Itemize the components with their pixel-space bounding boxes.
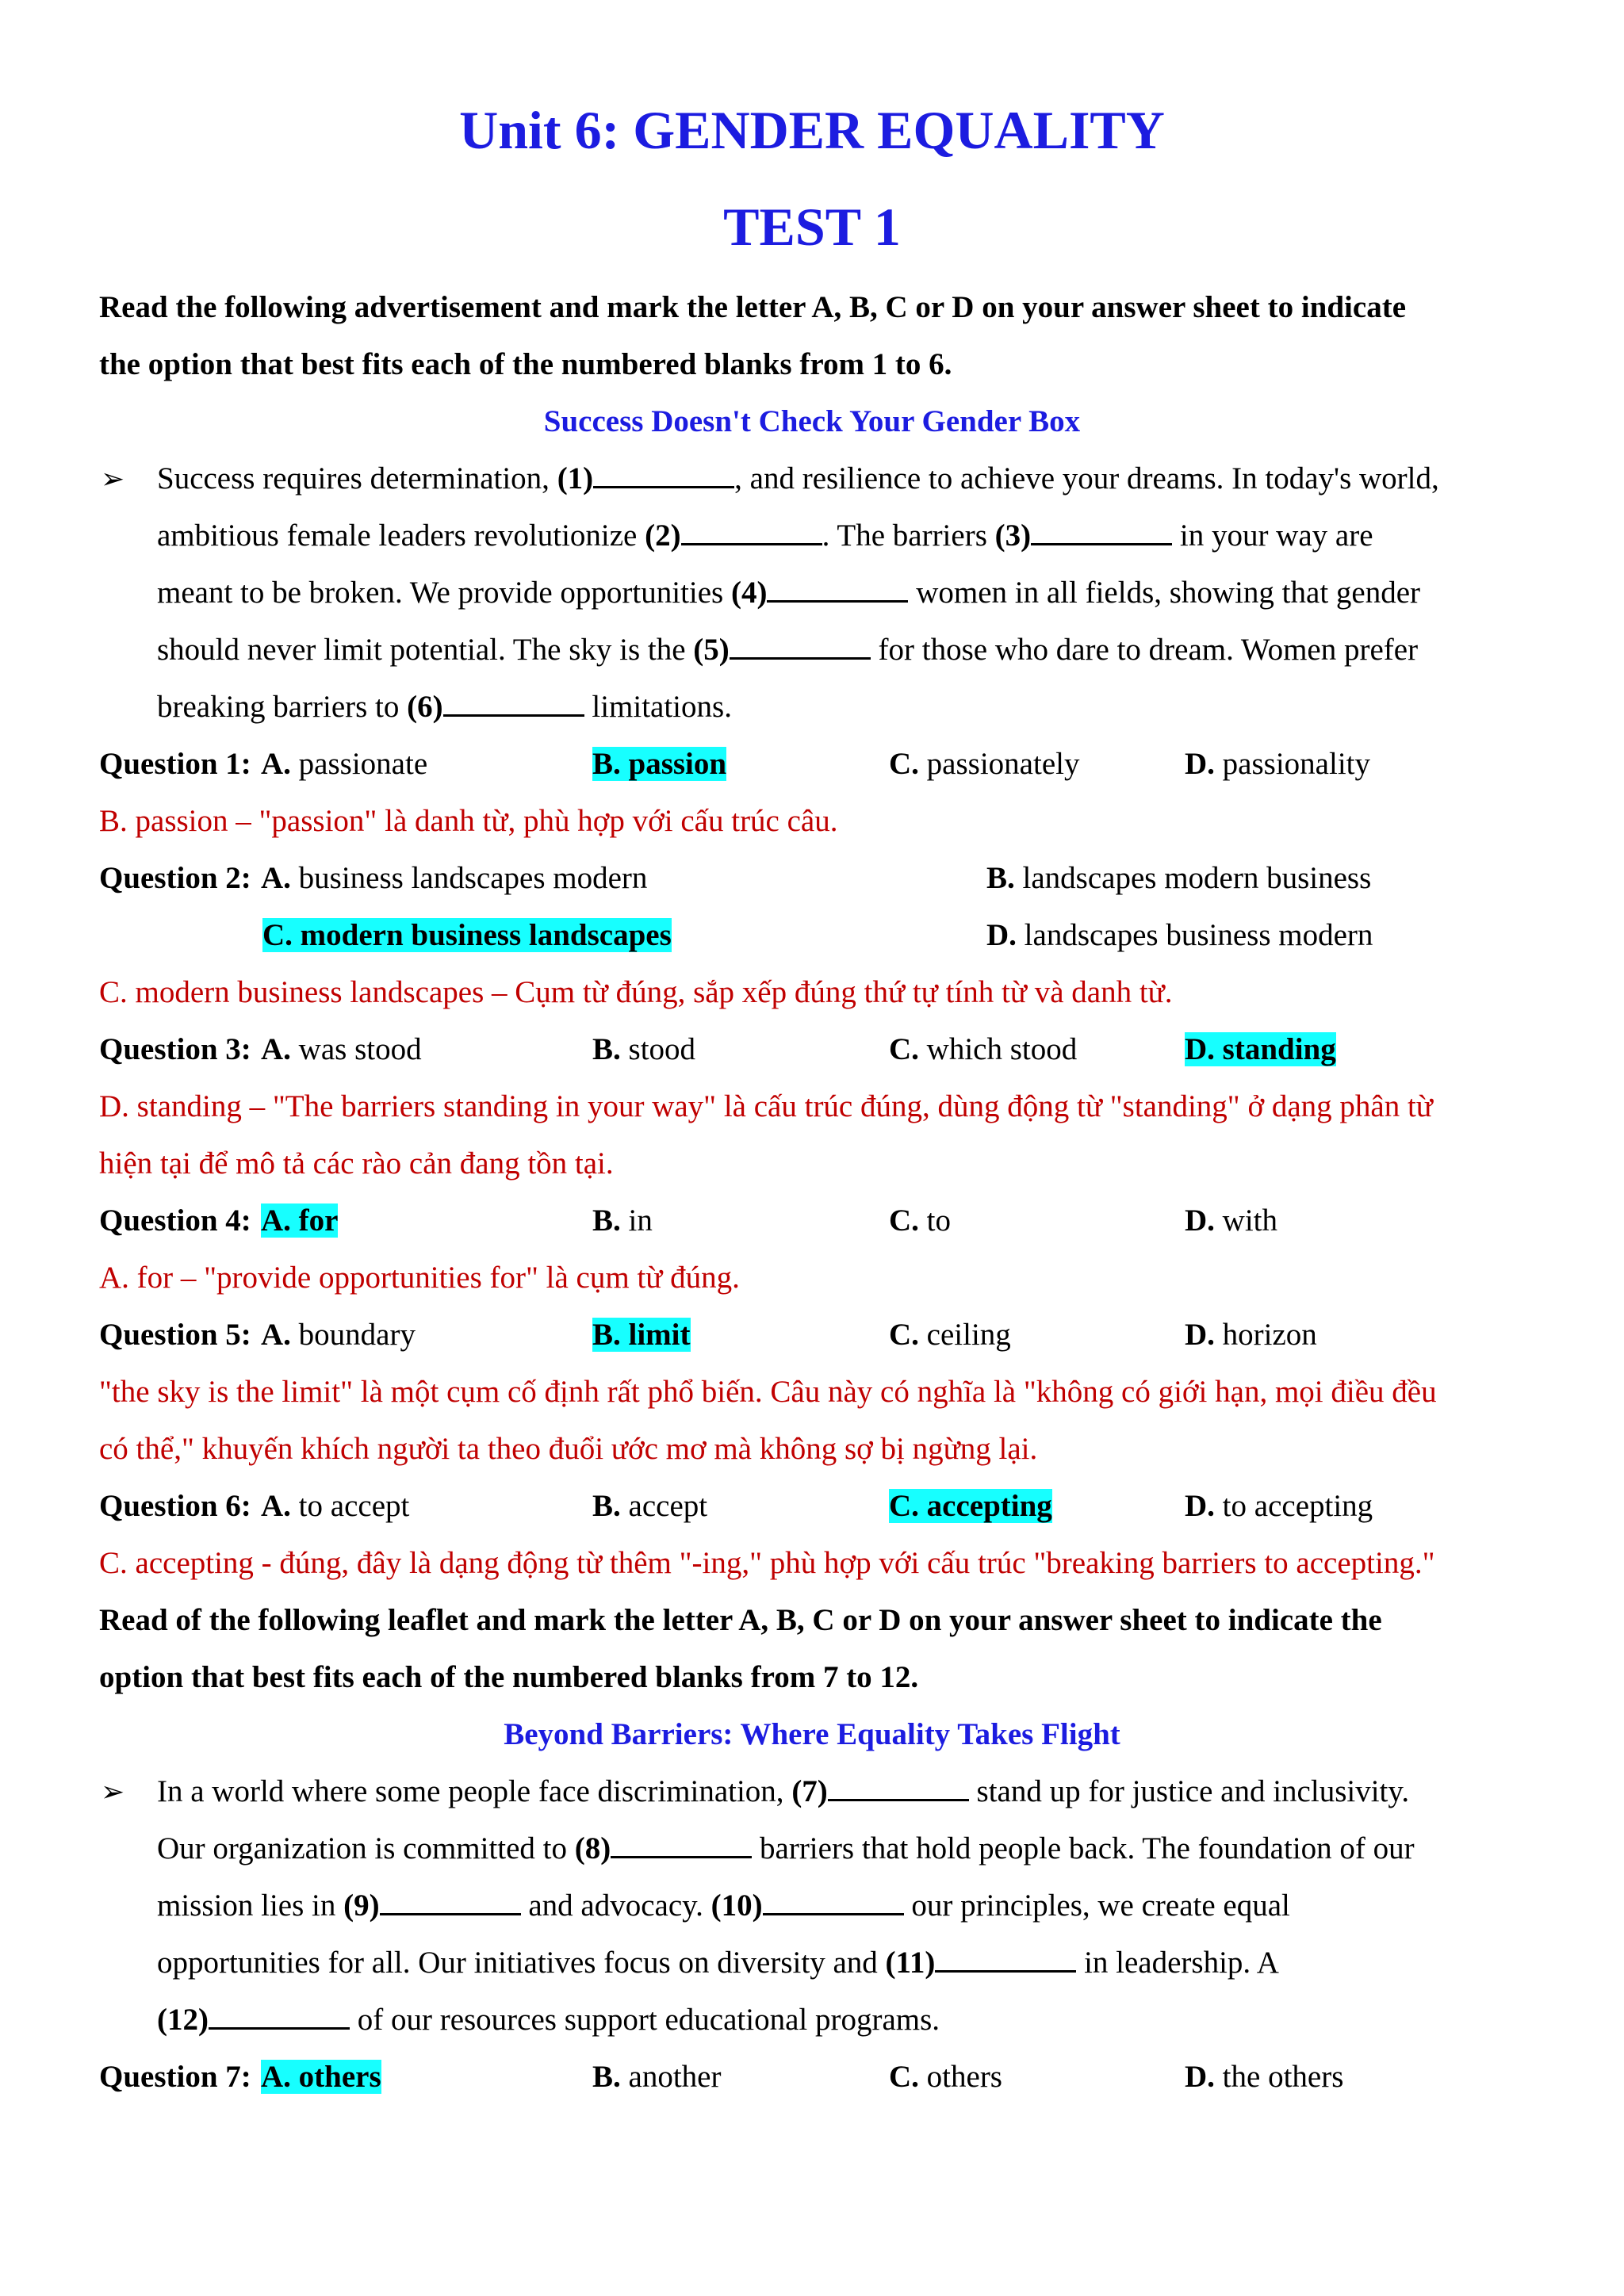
question2-option-d[interactable]: D. landscapes business modern [986, 918, 1373, 952]
question2-option-a[interactable]: A. business landscapes modern [261, 861, 648, 895]
question3-explanation-2: hiện tại để mô tả các rào cản đang tồn tại. [99, 1146, 614, 1181]
question5-explanation-2: có thể," khuyến khích người ta theo đuổi ước mơ mà không sợ bị ngừng lại. [99, 1432, 1038, 1466]
blank-7 [828, 1775, 969, 1801]
question7-option-b[interactable]: B. another [592, 2060, 722, 2094]
question5-label: Question 5: [99, 1318, 251, 1352]
blank-8 [611, 1832, 752, 1858]
blank-1 [593, 462, 734, 488]
question1-option-b[interactable]: B. passion [592, 747, 727, 781]
question4-option-b[interactable]: B. in [592, 1203, 653, 1238]
section2-instruction-1: Read of the following leaflet and mark the letter A, B, C or D on your answer sheet to indicate the [99, 1603, 1382, 1637]
question4-option-c[interactable]: C. to [889, 1203, 952, 1238]
question6-label: Question 6: [99, 1489, 251, 1523]
passage1-line2: ambitious female leaders revolutionize (2) . The barriers (3) in your way are [157, 519, 1373, 553]
section1-heading: Success Doesn't Check Your Gender Box [543, 404, 1081, 438]
question4-label: Question 4: [99, 1203, 251, 1238]
question5-option-b[interactable]: B. limit [592, 1318, 691, 1352]
question2-option-c[interactable]: C. modern business landscapes [262, 918, 672, 952]
passage1-line1: Success requires determination, (1) , and resilience to achieve your dreams. In today's world, [157, 461, 1439, 496]
section1-instruction-1: Read the following advertisement and mark the letter A, B, C or D on your answer sheet to indicate [99, 290, 1406, 324]
passage1-line3: meant to be broken. We provide opportunities (4) women in all fields, showing that gender [157, 576, 1421, 610]
question3-option-c[interactable]: C. which stood [889, 1032, 1078, 1066]
question1-option-a[interactable]: A. passionate [261, 747, 428, 781]
question3-option-b[interactable]: B. stood [592, 1032, 696, 1066]
blank-2 [681, 519, 822, 545]
question2-explanation: C. modern business landscapes – Cụm từ đúng, sắp xếp đúng thứ tự tính từ và danh từ. [99, 975, 1173, 1009]
question7-label: Question 7: [99, 2060, 251, 2094]
passage2-line5: (12) of our resources support educational programs. [157, 2003, 940, 2037]
question5-option-c[interactable]: C. ceiling [889, 1318, 1011, 1352]
question5-explanation-1: "the sky is the limit" là một cụm cố định rất phổ biến. Câu này có nghĩa là "không có giới hạn, mọi điều đều [99, 1375, 1437, 1409]
section2-instruction-2: option that best fits each of the numbered blanks from 7 to 12. [99, 1660, 919, 1694]
question5-option-d[interactable]: D. horizon [1185, 1318, 1317, 1352]
passage1-line5: breaking barriers to (6) limitations. [157, 690, 732, 724]
page-title: Unit 6: GENDER EQUALITY [459, 100, 1165, 160]
question6-option-d[interactable]: D. to accepting [1185, 1489, 1373, 1523]
question7-option-d[interactable]: D. the others [1185, 2060, 1344, 2094]
question7-option-a[interactable]: A. others [261, 2060, 381, 2094]
question4-option-d[interactable]: D. with [1185, 1203, 1278, 1238]
blank-10 [763, 1889, 904, 1915]
bullet-arrow-icon: ➢ [101, 463, 125, 495]
question2-label: Question 2: [99, 861, 251, 895]
question1-option-d[interactable]: D. passionality [1185, 747, 1370, 781]
question3-label: Question 3: [99, 1032, 251, 1066]
blank-4 [767, 576, 908, 603]
question4-option-a[interactable]: A. for [261, 1203, 339, 1238]
question7-option-c[interactable]: C. others [889, 2060, 1002, 2094]
section2-heading: Beyond Barriers: Where Equality Takes Flight [504, 1717, 1120, 1751]
section1-instruction-2: the option that best fits each of the numbered blanks from 1 to 6. [99, 347, 952, 381]
passage2-line1: In a world where some people face discrimination, (7) stand up for justice and inclusivity. [157, 1774, 1410, 1808]
question6-option-c[interactable]: C. accepting [889, 1489, 1052, 1523]
blank-11 [935, 1946, 1076, 1973]
question6-option-a[interactable]: A. to accept [261, 1489, 410, 1523]
bullet-arrow-icon: ➢ [101, 1776, 125, 1808]
passage2-line2: Our organization is committed to (8) barriers that hold people back. The foundation of our [157, 1831, 1415, 1866]
blank-3 [1031, 519, 1172, 545]
question3-explanation-1: D. standing – "The barriers standing in your way" là cấu trúc đúng, dùng động từ "standing" ở dạng phân từ [99, 1089, 1433, 1123]
question6-explanation: C. accepting - đúng, đây là dạng động từ thêm "-ing," phù hợp với cấu trúc "breaking barriers to accepting." [99, 1546, 1435, 1580]
blank-6 [443, 691, 584, 717]
passage1-line4: should never limit potential. The sky is the (5) for those who dare to dream. Women prefer [157, 633, 1419, 667]
question5-option-a[interactable]: A. boundary [261, 1318, 416, 1352]
question3-option-d[interactable]: D. standing [1185, 1032, 1336, 1066]
blank-12 [209, 2003, 350, 2030]
question1-option-c[interactable]: C. passionately [889, 747, 1080, 781]
question1-label: Question 1: [99, 747, 251, 781]
question4-explanation: A. for – "provide opportunities for" là cụm từ đúng. [99, 1261, 740, 1295]
passage2-line3: mission lies in (9) and advocacy. (10) our principles, we create equal [157, 1888, 1290, 1923]
blank-5 [730, 633, 871, 660]
blank-9 [380, 1889, 521, 1915]
question2-option-b[interactable]: B. landscapes modern business [986, 861, 1372, 895]
question6-option-b[interactable]: B. accept [592, 1489, 708, 1523]
passage2-line4: opportunities for all. Our initiatives focus on diversity and (11) in leadership. A [157, 1946, 1279, 1980]
question1-explanation: B. passion – "passion" là danh từ, phù hợp với cấu trúc câu. [99, 804, 838, 838]
question3-option-a[interactable]: A. was stood [261, 1032, 422, 1066]
page-subtitle: TEST 1 [723, 197, 901, 257]
